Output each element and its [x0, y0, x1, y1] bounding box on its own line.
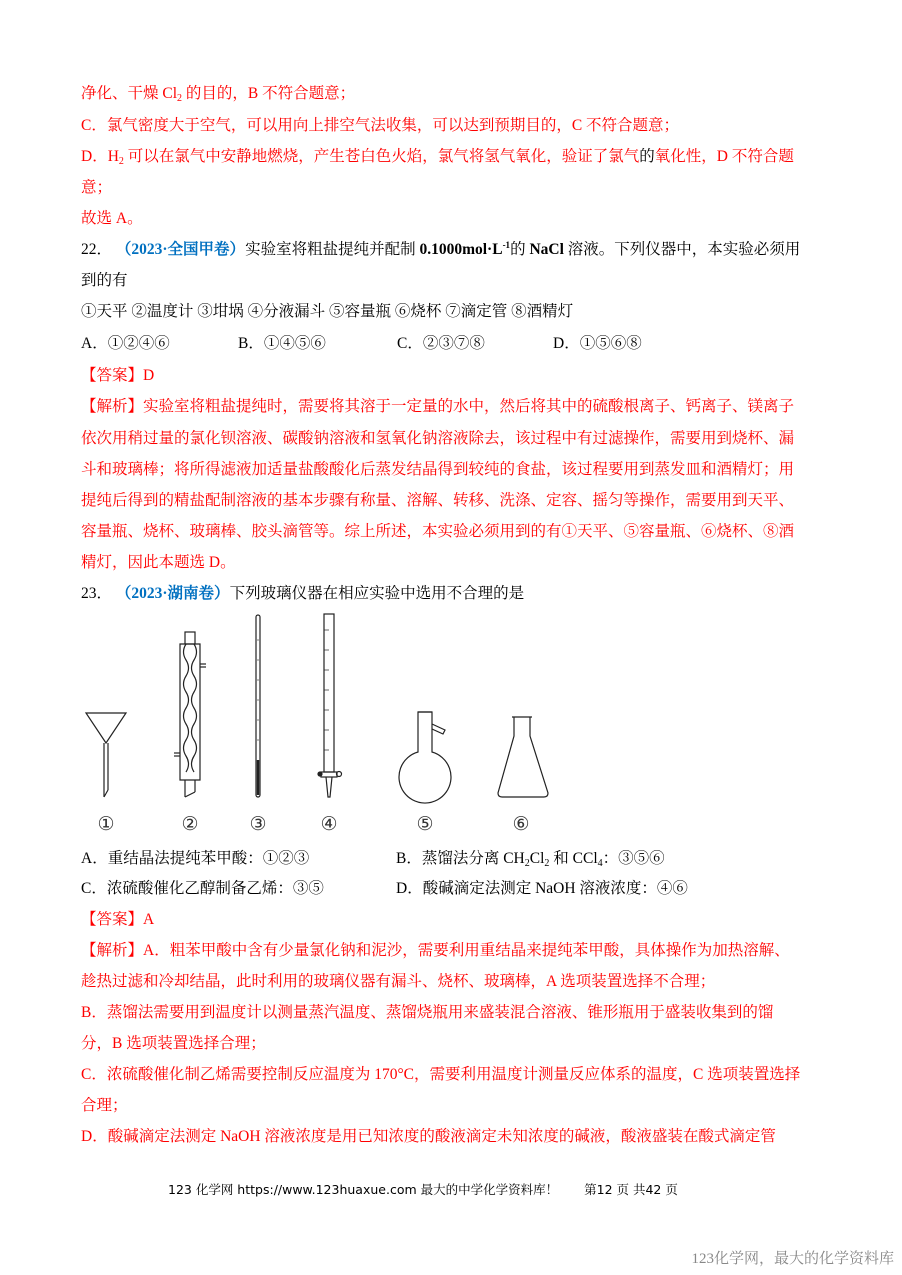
watermark: 123化学网，最大的化学资料库: [691, 1251, 894, 1267]
q23-option-b: [396, 849, 665, 869]
text: 氧化性，D 不符合题: [654, 148, 794, 165]
text: 实验室将粗盐提纯并配制: [245, 241, 420, 258]
condenser-icon: [174, 632, 206, 797]
q23-analysis-line: D．酸碱滴定法测定 NaOH 溶液浓度是用已知浓度的酸液滴定未知浓度的碱液，酸液盛装在酸式滴定管: [81, 1128, 776, 1145]
text: 的: [510, 241, 530, 258]
q23-option-d: D．酸碱滴定法测定 NaOH 溶液浓度：④⑥: [396, 880, 688, 897]
figure-label-2: ②: [181, 813, 199, 835]
question-number: 23．: [81, 585, 113, 602]
q22-analysis-line: 依次用稍过量的氯化钡溶液、碳酸钠溶液和氢氧化钠溶液除去，该过程中有过滤操作，需要用到烧杯、漏: [81, 430, 795, 447]
funnel-icon: [86, 713, 126, 797]
q22-analysis-line: 【解析】实验室将粗盐提纯时，需要将其溶于一定量的水中，然后将其中的硫酸根离子、钙离子、镁离子: [81, 398, 795, 415]
figure-label-5: ⑤: [416, 813, 434, 835]
figure-label-6: ⑥: [512, 813, 530, 835]
prev-analysis-line-1: [81, 84, 355, 104]
q22-option-b: B．①④⑤⑥: [238, 335, 326, 352]
burette-icon: [318, 614, 342, 797]
q22-analysis-line: 精灯，因此本题选 D。: [81, 554, 236, 571]
q23-analysis-line: C．浓硫酸催化制乙烯需要控制反应温度为 170°C，需要利用温度计测量反应体系的温度，C 选项装置选择: [81, 1066, 801, 1083]
formula: NaCl: [529, 241, 564, 258]
subscript: 2: [524, 858, 530, 869]
text: 和 CCl: [549, 850, 598, 867]
q23-option-a: A．重结晶法提纯苯甲酸：①②③: [81, 850, 310, 867]
concentration: 0.1000mol·L: [419, 241, 503, 258]
q22-option-a: A．①②④⑥: [81, 335, 170, 352]
page-number: 第12 页 共42 页: [584, 1182, 678, 1197]
page-footer: [168, 1180, 678, 1198]
thermometer-icon: [256, 615, 260, 797]
q22-analysis-line: 斗和玻璃棒；将所得滤液加适量盐酸酸化后蒸发结晶得到较纯的食盐，该过程要用到蒸发皿和酒精灯；用: [81, 461, 795, 478]
q22-stem: [81, 240, 800, 260]
text: Cl: [529, 850, 545, 867]
q22-analysis-line: 容量瓶、烧杯、玻璃棒、胶头滴管等。综上所述，本实验必须用到的有①天平、⑤容量瓶、⑥烧杯、⑧酒: [81, 523, 795, 540]
q23-analysis-line: 分，B 选项装置选择合理；: [81, 1035, 266, 1052]
q22-answer: 【答案】D: [81, 367, 155, 384]
superscript: -1: [502, 240, 511, 250]
q23-option-c: C．浓硫酸催化乙醇制备乙烯：③⑤: [81, 880, 324, 897]
q22-option-d: D．①⑤⑥⑧: [553, 335, 642, 352]
text: 净化、干燥 Cl: [81, 85, 178, 102]
text: ：③⑤⑥: [602, 850, 665, 867]
q23-answer: 【答案】A: [81, 911, 155, 928]
distilling-flask-icon: [399, 712, 451, 803]
q23-analysis-line: B．蒸馏法需要用到温度计以测量蒸汽温度、蒸馏烧瓶用来盛装混合溶液、锥形瓶用于盛装收集到的馏: [81, 1004, 774, 1021]
question-source: （2023·全国甲卷）: [115, 241, 246, 258]
figure-label-4: ④: [320, 813, 338, 835]
q22-option-c: C．②③⑦⑧: [397, 335, 485, 352]
glassware-figure: [80, 600, 580, 840]
q23-analysis-line: 合理；: [81, 1097, 128, 1114]
text: 的: [639, 148, 655, 165]
prev-analysis-line-3: [81, 147, 794, 167]
subscript: 2: [544, 858, 550, 869]
subscript: 2: [118, 156, 124, 167]
prev-analysis-line-4: 意；: [81, 179, 113, 196]
question-number: 22．: [81, 241, 113, 258]
figure-label-1: ①: [97, 813, 115, 835]
footer-text: 123 化学网 https://www.123huaxue.com 最大的中学化学资料库！: [168, 1182, 559, 1197]
text: 可以在氯气中安静地燃烧，产生苍白色火焰，氯气将氢气氧化，验证了氯气: [123, 148, 640, 165]
question-source: （2023·湖南卷）: [115, 585, 230, 602]
text: 下列玻璃仪器在相应实验中选用不合理的是: [229, 585, 525, 602]
subscript: 4: [597, 858, 603, 869]
q22-stem-cont: 到的有: [81, 272, 128, 289]
text: D．H: [81, 148, 119, 165]
prev-analysis-line-2: C．氯气密度大于空气，可以用向上排空气法收集，可以达到预期目的，C 不符合题意；: [81, 117, 680, 134]
q22-items: ①天平 ②温度计 ③坩埚 ④分液漏斗 ⑤容量瓶 ⑥烧杯 ⑦滴定管 ⑧酒精灯: [81, 303, 574, 320]
text: B．蒸馏法分离 CH: [396, 850, 525, 867]
q23-analysis-line: 【解析】A．粗苯甲酸中含有少量氯化钠和泥沙，需要利用重结晶来提纯苯甲酸，具体操作为加热溶解、: [81, 942, 790, 959]
q23-analysis-line: 趁热过滤和冷却结晶，此时利用的玻璃仪器有漏斗、烧杯、玻璃棒，A 选项装置选择不合理；: [81, 973, 716, 990]
text: 的目的，B 不符合题意；: [182, 85, 356, 102]
prev-conclusion: 故选 A。: [81, 210, 143, 227]
text: 溶液。下列仪器中，本实验必须用: [563, 241, 801, 258]
q22-analysis-line: 提纯后得到的精盐配制溶液的基本步骤有称量、溶解、转移、洗涤、定容、摇匀等操作，需要用到天平、: [81, 492, 795, 509]
conical-flask-icon: [498, 717, 548, 797]
figure-label-3: ③: [249, 813, 267, 835]
subscript: 2: [177, 93, 183, 104]
